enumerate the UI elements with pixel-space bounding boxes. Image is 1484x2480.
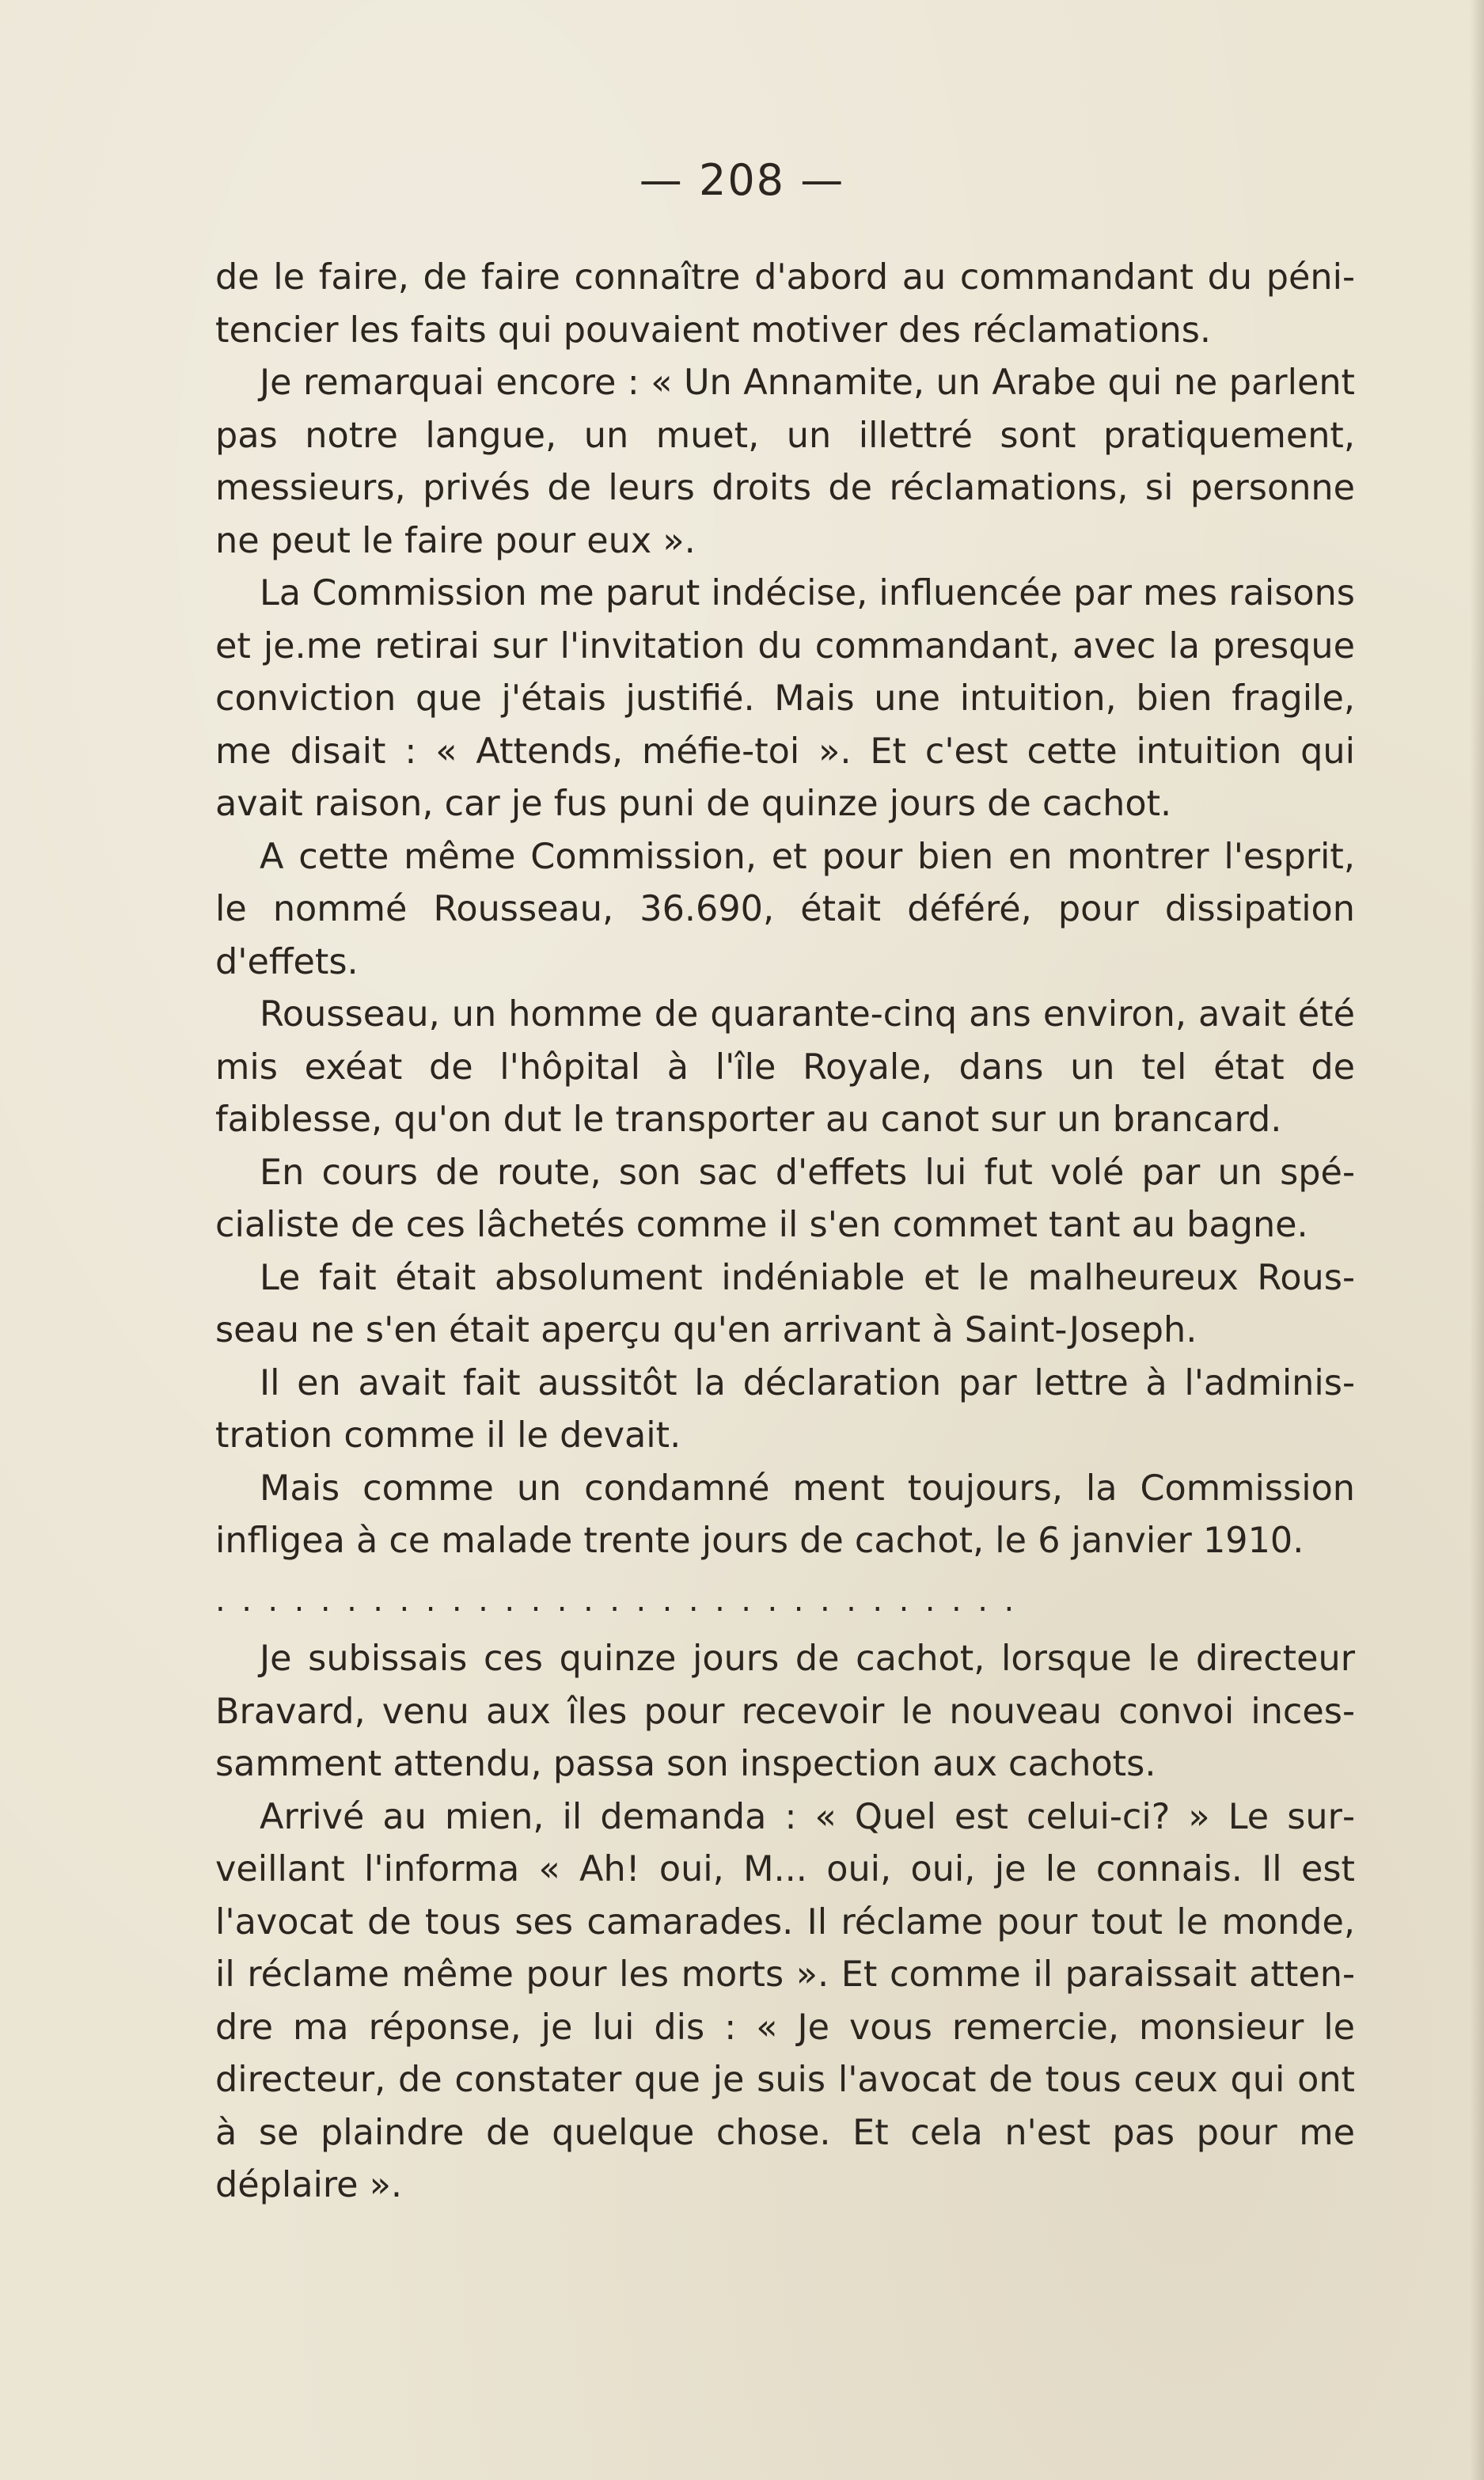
section-separator: ............................... xyxy=(215,1582,1030,1619)
page-edge-shadow xyxy=(1470,0,1484,2480)
paragraph: de le faire, de faire connaître d'abord au commandant du pénitencier les faits qui pouvaient motiver des réclamations. xyxy=(215,257,1355,351)
paragraph: La Commission me parut indécise, influencée par mes raisons et je.me retirai sur l'invitation du commandant, avec la presque conviction que j'étais justifié. Mais une intuition, bien fragile, me disait : « Attends, méfie-toi ». Et c'est cette intuition qui avait raison, car je fus puni de quinze jours de cachot. xyxy=(215,573,1355,824)
paragraph: Il en avait fait aussitôt la déclaration par lettre à l'administration comme il le devait. xyxy=(215,1362,1355,1456)
paragraph: Je remarquai encore : « Un Annamite, un Arabe qui ne parlent pas notre langue, un muet, un illettré sont pratiquement, messieurs, privés de leurs droits de réclamations, si personne ne peut le faire pour eux ». xyxy=(215,363,1355,561)
paragraph: Rousseau, un homme de quarante-cinq ans environ, avait été mis exéat de l'hôpital à l'île Royale, dans un tel état de faiblesse, qu'on dut le transporter au canot sur un brancard. xyxy=(215,994,1355,1140)
paragraph: Mais comme un condamné ment toujours, la Commission infligea à ce malade trente jours de cachot, le 6 janvier 1910. xyxy=(215,1468,1355,1561)
paragraph: A cette même Commission, et pour bien en montrer l'esprit, le nommé Rousseau, 36.690, était déféré, pour dissipation d'effets. xyxy=(215,836,1355,982)
paragraph: Je subissais ces quinze jours de cachot, lorsque le directeur Bravard, venu aux îles pour recevoir le nouveau convoi incessamment attendu, passa son inspection aux cachots. xyxy=(215,1639,1355,1784)
page-number: — 208 — xyxy=(639,155,845,205)
body-text xyxy=(215,252,1355,2212)
paragraph: En cours de route, son sac d'effets lui fut volé par un spécialiste de ces lâchetés comme il s'en commet tant au bagne. xyxy=(215,1152,1355,1245)
paragraph: Le fait était absolument indéniable et le malheureux Rousseau ne s'en était aperçu qu'en arrivant à Saint-Joseph. xyxy=(215,1257,1355,1350)
paragraph: Arrivé au mien, il demanda : « Quel est celui-ci? » Le surveillant l'informa « Ah! oui, M... oui, oui, je le connais. Il est l'avocat de tous ses camarades. Il réclame pour tout le monde, il réclame même pour les morts ». Et comme il paraissait attendre ma réponse, je lui dis : « Je vous remercie, monsieur le directeur, de constater que je suis l'avocat de tous ceux qui ont à se plaindre de quelque chose. Et cela n'est pas pour me déplaire ». xyxy=(215,1796,1355,2205)
